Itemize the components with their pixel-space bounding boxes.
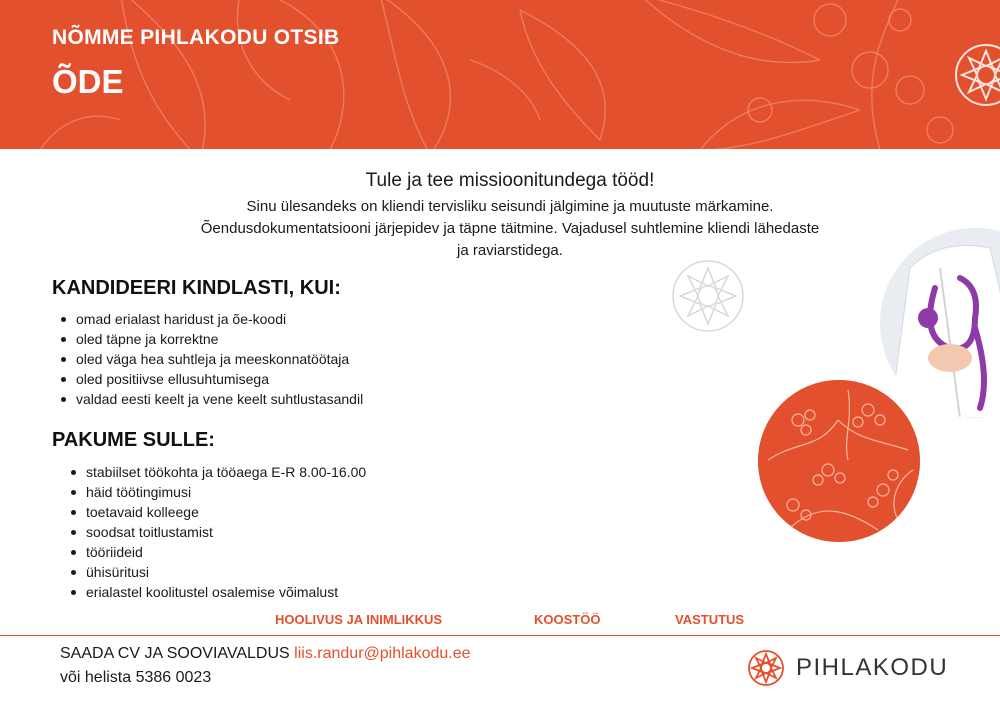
intro-line-2: Õendusdokumentatsiooni järjepidev ja täpne täitmine. Vajadusel suhtlemine kliendi lähedaste (200, 220, 820, 237)
requirements-list (52, 309, 363, 409)
list-item: oled väga hea suhtleja ja meeskonnatöötaja (52, 349, 363, 369)
list-item: stabiilset töökohta ja tööaega E-R 8.00-16.00 (62, 462, 366, 482)
pihlakodu-star-logo-icon (950, 30, 1000, 120)
values-row (0, 612, 1000, 630)
offer-list (62, 462, 366, 602)
pihlakodu-logo (746, 648, 948, 688)
value-cooperation: KOOSTÖÖ (534, 612, 601, 627)
list-item: soodsat toitlustamist (62, 522, 366, 542)
list-item: ühisüritusi (62, 562, 366, 582)
banner-subtitle: NÕMME PIHLAKODU OTSIB (52, 26, 340, 49)
footer-divider (0, 635, 1000, 636)
job-title: ÕDE (52, 63, 124, 100)
value-responsibility: VASTUTUS (675, 612, 745, 627)
brand-name: PIHLAKODU (796, 654, 949, 681)
list-item: häid töötingimusi (62, 482, 366, 502)
list-item: oled positiivse ellusuhtumisega (52, 369, 363, 389)
contact-instruction: SAADA CV JA SOOVIAVALDUS (60, 645, 290, 662)
intro-lead: Tule ja tee missioonitundega tööd! (365, 170, 655, 191)
rowan-pattern-circle (758, 380, 920, 542)
intro-line-1: Sinu ülesandeks on kliendi tervisliku seisundi jälgimine ja muutuste märkamine. (246, 198, 774, 215)
list-item: omad erialast haridust ja õe-koodi (52, 309, 363, 329)
contact-phone: või helista 5386 0023 (60, 669, 212, 686)
list-item: valdad eesti keelt ja vene keelt suhtlustasandil (52, 389, 363, 409)
header-banner (0, 0, 1000, 149)
offer-heading: PAKUME SULLE: (52, 429, 215, 451)
intro-section (100, 170, 920, 262)
requirements-heading: KANDIDEERI KINDLASTI, KUI: (52, 277, 341, 299)
list-item: toetavaid kolleege (62, 502, 366, 522)
value-care: HOOLIVUS JA INIMLIKKUS (275, 612, 443, 627)
contact-email-link[interactable]: liis.randur@pihlakodu.ee (294, 645, 471, 662)
rowan-berry-pattern-icon (758, 380, 920, 542)
list-item: oled täpne ja korrektne (52, 329, 363, 349)
list-item: tööriideid (62, 542, 366, 562)
leaf-pattern-decoration (0, 0, 1000, 149)
contact-block (60, 642, 471, 690)
list-item: erialastel koolitustel osalemise võimalust (62, 582, 366, 602)
intro-line-3: ja raviarstidega. (457, 242, 563, 259)
star-watermark-icon (668, 256, 748, 336)
pihlakodu-star-icon (746, 648, 786, 688)
